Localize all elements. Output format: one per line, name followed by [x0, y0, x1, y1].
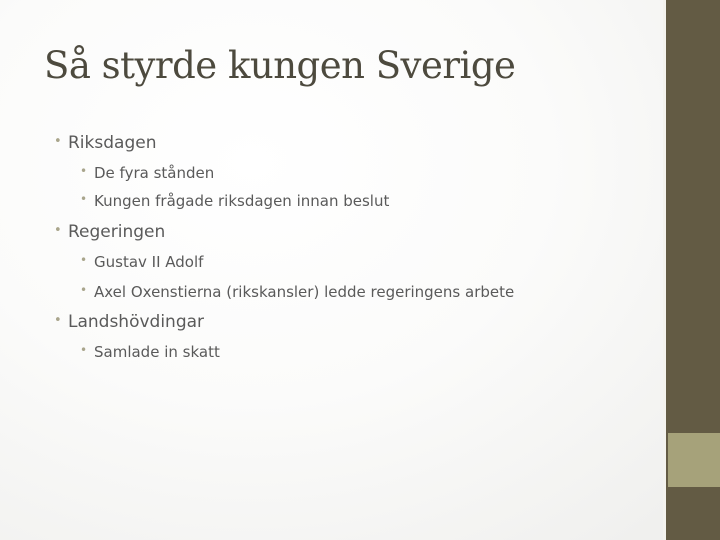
decorative-sidebar-accent — [668, 433, 720, 487]
sub-bullet-gustav — [80, 253, 204, 271]
bullet-dot-icon: • — [80, 192, 88, 206]
bullet-dot-icon: • — [80, 283, 88, 297]
sub-bullet-text: Kungen frågade riksdagen innan beslut — [94, 192, 390, 210]
bullet-text: Landshövdingar — [68, 312, 205, 332]
sub-bullet-kungen-fragade — [80, 192, 390, 210]
bullet-text: Regeringen — [68, 222, 166, 242]
sub-bullet-text: Axel Oxenstierna (rikskansler) ledde regeringens arbete — [94, 283, 515, 301]
bullet-dot-icon: • — [80, 164, 88, 178]
slide-title: Så styrde kungen Sverige — [44, 44, 516, 87]
bullet-dot-icon: • — [80, 253, 88, 267]
sub-bullet-de-fyra-standen — [80, 164, 215, 182]
bullet-regeringen — [54, 222, 166, 242]
bullet-text: Riksdagen — [68, 133, 157, 153]
bullet-riksdagen — [54, 133, 157, 153]
bullet-dot-icon: • — [80, 343, 88, 357]
bullet-dot-icon: • — [54, 134, 62, 149]
bullet-dot-icon: • — [54, 223, 62, 238]
sub-bullet-oxenstierna — [80, 283, 515, 301]
sub-bullet-text: Samlade in skatt — [94, 343, 220, 361]
bullet-landshovdingar — [54, 312, 205, 332]
bullet-dot-icon: • — [54, 313, 62, 328]
sub-bullet-samlade — [80, 343, 220, 361]
sub-bullet-text: Gustav II Adolf — [94, 253, 204, 271]
sub-bullet-text: De fyra stånden — [94, 164, 215, 182]
